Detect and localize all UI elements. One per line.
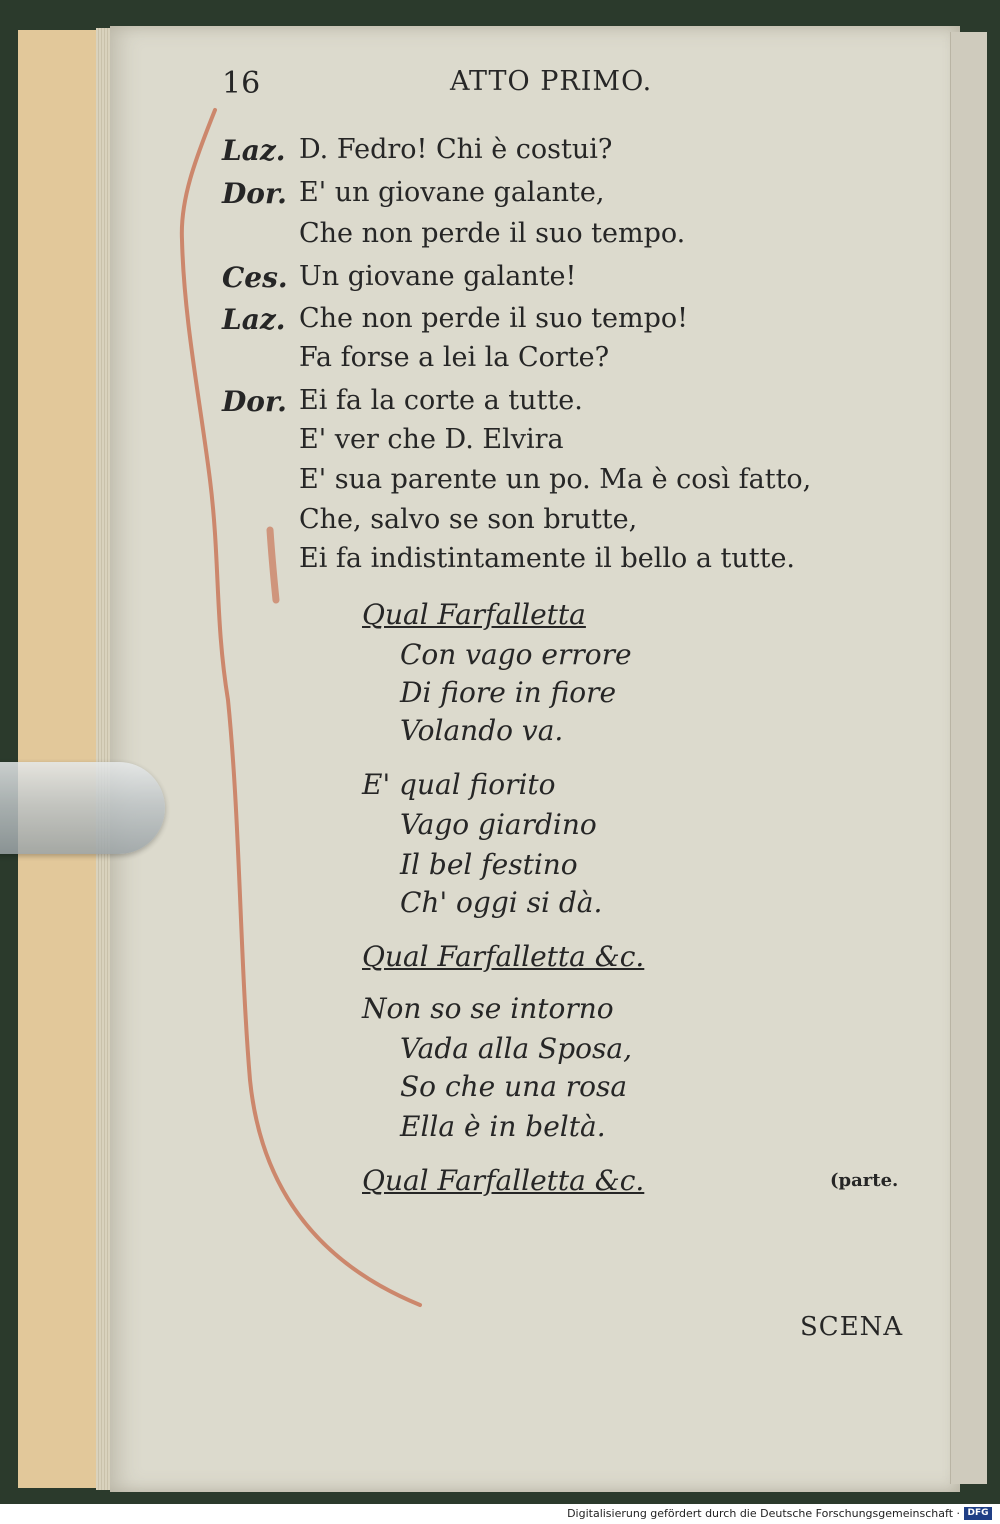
speaker-label: Dor.: [222, 385, 287, 418]
dfg-logo: DFG: [964, 1507, 992, 1520]
speaker-label: Laz.: [222, 303, 286, 336]
dialogue-line: Che non perde il suo tempo.: [299, 218, 686, 249]
dialogue-line: Ei fa indistintamente il bello a tutte.: [299, 543, 796, 574]
aria-line: Non so se intorno: [362, 992, 614, 1025]
aria-line: Qual Farfalletta: [362, 598, 586, 631]
aria-refrain: Qual Farfalletta &c.: [362, 1164, 645, 1197]
catchword: SCENA: [800, 1312, 904, 1342]
next-page-edge: [950, 32, 987, 1484]
running-head: ATTO PRIMO.: [450, 66, 653, 97]
aria-line: Ch' oggi si dà.: [400, 886, 603, 919]
dialogue-line: Che, salvo se son brutte,: [299, 504, 638, 535]
aria-line: So che una rosa: [400, 1070, 628, 1103]
page-number: 16: [222, 66, 261, 101]
speaker-label: Laz.: [222, 134, 286, 167]
dialogue-line: E' ver che D. Elvira: [299, 424, 564, 455]
aria-line: Di fiore in fiore: [400, 676, 617, 709]
aria-line: Con vago errore: [400, 638, 632, 671]
aria-line: E' qual fiorito: [362, 768, 556, 801]
aria-refrain: Qual Farfalletta &c.: [362, 940, 645, 973]
dialogue-line: E' un giovane galante,: [299, 177, 605, 208]
aria-line: Ella è in beltà.: [400, 1110, 606, 1143]
aria-line: Vada alla Sposa,: [400, 1032, 632, 1065]
stage-direction: (parte.: [830, 1170, 899, 1191]
dialogue-line: Fa forse a lei la Corte?: [299, 342, 610, 373]
dialogue-line: E' sua parente un po. Ma è così fatto,: [299, 464, 812, 495]
dialogue-line: Che non perde il suo tempo!: [299, 303, 688, 334]
speaker-label: Dor.: [222, 177, 287, 210]
dialogue-line: Un giovane galante!: [299, 261, 577, 292]
aria-line: Il bel festino: [400, 848, 578, 881]
aria-line: Volando va.: [400, 714, 564, 747]
glass-page-clip: [0, 762, 165, 854]
dialogue-line: D. Fedro! Chi è costui?: [299, 134, 613, 165]
aria-line: Vago giardino: [400, 808, 597, 841]
dialogue-line: Ei fa la corte a tutte.: [299, 385, 583, 416]
speaker-label: Ces.: [222, 261, 288, 294]
footer-credit: Digitalisierung gefördert durch die Deutsche Forschungsgemeinschaft ·: [567, 1507, 960, 1520]
